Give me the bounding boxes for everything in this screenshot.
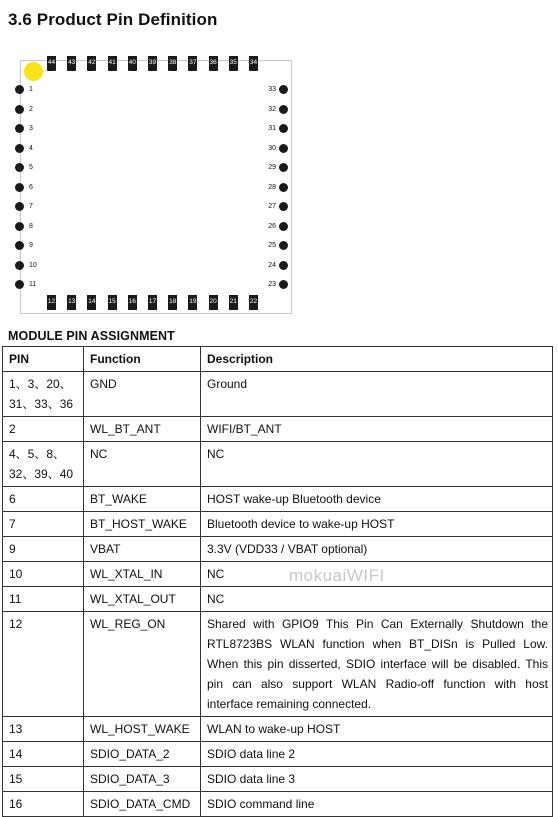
function-cell: SDIO_DATA_3	[84, 767, 201, 792]
pin-number: 38	[169, 59, 177, 67]
pin-14	[87, 295, 96, 310]
pin-18	[168, 295, 177, 310]
table-row	[3, 487, 553, 512]
pin-29	[266, 163, 288, 172]
pin-cell: 15	[3, 767, 84, 792]
pin-number: 13	[68, 298, 76, 306]
table-row	[3, 512, 553, 537]
pin-number: 2	[29, 105, 33, 113]
pin-25	[266, 241, 288, 250]
pin-26	[266, 222, 288, 231]
pin-2	[15, 105, 37, 114]
pin-43	[67, 56, 76, 71]
pin-pad	[279, 105, 288, 114]
pin-number: 7	[29, 203, 33, 210]
page-title: 3.6 Product Pin Definition	[8, 10, 218, 29]
pin-33	[266, 85, 288, 94]
pin-number: 1	[29, 86, 33, 93]
pin-41	[108, 56, 117, 71]
pin-number: 11	[29, 281, 37, 288]
table-row	[3, 612, 553, 717]
pin-16	[128, 295, 137, 310]
pin-number: 23	[268, 281, 276, 288]
description-cell: NC	[201, 442, 553, 487]
pin-number: 18	[169, 298, 177, 306]
pin-15	[108, 295, 117, 310]
pin-pad	[15, 202, 24, 211]
pin-22	[249, 295, 258, 310]
pin-number: 3	[29, 125, 33, 132]
pin-pad	[279, 202, 288, 211]
pin-number: 36	[209, 59, 217, 67]
pin-pad	[15, 261, 24, 270]
pin-number: 6	[29, 183, 33, 191]
pin-19	[188, 295, 197, 310]
pin-number: 9	[29, 242, 33, 249]
pin-40	[128, 56, 137, 71]
pin-number: 10	[29, 261, 37, 269]
pin-pad	[15, 105, 24, 114]
pin-28	[266, 183, 288, 192]
pin-number: 33	[268, 86, 276, 93]
pin-pad	[279, 144, 288, 153]
pin-cell: 14	[3, 742, 84, 767]
description-cell: Shared with GPIO9 This Pin Can Externally Shutdown the RTL8723BS WLAN function when BT_DISn is Pulled Low. When this pin disserted, SDIO interface will be disabled. This pin can also support WLAN Radio-off function with host interface remaining connected.	[201, 612, 553, 717]
table-row	[3, 767, 553, 792]
description-cell: Ground	[201, 372, 553, 417]
pin1-marker	[24, 62, 43, 81]
pin-number: 28	[268, 183, 276, 191]
function-cell: WL_REG_ON	[84, 612, 201, 717]
table-header-row	[3, 347, 553, 372]
description-cell: 3.3V (VDD33 / VBAT optional)	[201, 537, 553, 562]
pin-23	[266, 280, 288, 289]
pin-cell: 7	[3, 512, 84, 537]
pin-number: 20	[209, 298, 217, 306]
pin-pad	[15, 280, 24, 289]
function-cell: WL_BT_ANT	[84, 417, 201, 442]
pin-24	[266, 261, 288, 270]
header-description: Description	[201, 347, 553, 372]
pin-10	[15, 261, 37, 270]
pin-cell: 4、5、8、32、39、40	[3, 442, 84, 487]
pin-pad	[15, 124, 24, 133]
function-cell: BT_HOST_WAKE	[84, 512, 201, 537]
description-cell: NC	[201, 587, 553, 612]
pin-number: 4	[29, 144, 33, 152]
function-cell: SDIO_DATA_2	[84, 742, 201, 767]
pin-number: 25	[268, 242, 276, 249]
pin-number: 21	[229, 298, 237, 306]
table-row	[3, 587, 553, 612]
pin-pad	[15, 183, 24, 192]
module-outline	[20, 60, 292, 314]
pin-number: 27	[268, 203, 276, 210]
pin-number: 29	[268, 164, 276, 171]
pin-number: 30	[268, 144, 276, 152]
pin-7	[15, 202, 37, 211]
pin-pad	[15, 144, 24, 153]
function-cell: BT_WAKE	[84, 487, 201, 512]
pin-cell: 11	[3, 587, 84, 612]
pin-pad	[15, 241, 24, 250]
pin-pad	[15, 85, 24, 94]
pin-34	[249, 56, 258, 71]
pin-cell: 16	[3, 792, 84, 817]
pin-cell: 12	[3, 612, 84, 717]
pin-pad	[279, 261, 288, 270]
pin-cell: 1、3、20、31、33、36	[3, 372, 84, 417]
pin-cell: 2	[3, 417, 84, 442]
function-cell: GND	[84, 372, 201, 417]
pin-number: 19	[189, 298, 197, 306]
pin-36	[209, 56, 218, 71]
pin-44	[47, 56, 56, 71]
pin-6	[15, 183, 37, 192]
pin-number: 41	[108, 59, 116, 67]
table-row	[3, 562, 553, 587]
pin-3	[15, 124, 37, 133]
pin-42	[87, 56, 96, 71]
pin-number: 31	[268, 125, 276, 132]
table-row	[3, 417, 553, 442]
pin-pad	[15, 163, 24, 172]
table-row	[3, 742, 553, 767]
description-cell: WLAN to wake-up HOST	[201, 717, 553, 742]
pin-38	[168, 56, 177, 71]
function-cell: WL_XTAL_OUT	[84, 587, 201, 612]
table-row	[3, 372, 553, 417]
pin-30	[266, 144, 288, 153]
pin-12	[47, 295, 56, 310]
pin-20	[209, 295, 218, 310]
pin-11	[15, 280, 37, 289]
pin-cell: 10	[3, 562, 84, 587]
pin-35	[229, 56, 238, 71]
table-row	[3, 442, 553, 487]
pin-pad	[279, 183, 288, 192]
pin-cell: 13	[3, 717, 84, 742]
pin-cell: 6	[3, 487, 84, 512]
pin-number: 40	[128, 59, 136, 67]
watermark-text: mokuaiWIFI	[289, 566, 385, 585]
description-cell: NC	[201, 562, 553, 587]
pin-21	[229, 295, 238, 310]
pin-pad	[279, 85, 288, 94]
pin-number: 17	[148, 298, 157, 306]
table-row	[3, 792, 553, 817]
pin-number: 22	[249, 298, 258, 306]
pin-27	[266, 202, 288, 211]
pin-pad	[279, 241, 288, 250]
pin-pad	[15, 222, 24, 231]
pin-number: 14	[88, 298, 96, 306]
table-row	[3, 537, 553, 562]
section-title: MODULE PIN ASSIGNMENT	[8, 329, 175, 343]
pin-number: 43	[68, 59, 76, 67]
function-cell: SDIO_DATA_CMD	[84, 792, 201, 817]
pin-number: 15	[108, 298, 116, 306]
pin-pad	[279, 222, 288, 231]
pin-number: 44	[47, 59, 56, 67]
pin-5	[15, 163, 37, 172]
pin-4	[15, 144, 37, 153]
pin-assignment-table	[2, 346, 553, 817]
description-cell: Bluetooth device to wake-up HOST	[201, 512, 553, 537]
pin-number: 24	[268, 261, 276, 269]
description-cell: SDIO command line	[201, 792, 553, 817]
table-row	[3, 717, 553, 742]
pin-17	[148, 295, 157, 310]
header-pin: PIN	[3, 347, 84, 372]
header-function: Function	[84, 347, 201, 372]
pin-pad	[279, 124, 288, 133]
description-cell: SDIO data line 2	[201, 742, 553, 767]
pin-number: 35	[229, 59, 237, 67]
pin-pad	[279, 163, 288, 172]
pin-32	[266, 105, 288, 114]
pin-number: 37	[189, 59, 197, 67]
function-cell: WL_HOST_WAKE	[84, 717, 201, 742]
function-cell: VBAT	[84, 537, 201, 562]
pin-9	[15, 241, 37, 250]
pin-number: 12	[47, 298, 56, 306]
function-cell: NC	[84, 442, 201, 487]
pin-number: 16	[128, 298, 136, 306]
pin-number: 42	[88, 59, 96, 67]
function-cell: WL_XTAL_IN	[84, 562, 201, 587]
pin-39	[148, 56, 157, 71]
pin-number: 39	[148, 59, 157, 67]
pin-cell: 9	[3, 537, 84, 562]
pin-number: 34	[249, 59, 258, 67]
description-cell: WIFI/BT_ANT	[201, 417, 553, 442]
pin-13	[67, 295, 76, 310]
pin-37	[188, 56, 197, 71]
pin-31	[266, 124, 288, 133]
description-cell: SDIO data line 3	[201, 767, 553, 792]
pin-8	[15, 222, 37, 231]
pin-number: 26	[268, 222, 276, 230]
pin-number: 32	[268, 105, 276, 113]
description-cell: HOST wake-up Bluetooth device	[201, 487, 553, 512]
pin-number: 5	[29, 164, 33, 171]
pin-pad	[279, 280, 288, 289]
pin-number: 8	[29, 222, 33, 230]
pin-1	[15, 85, 37, 94]
